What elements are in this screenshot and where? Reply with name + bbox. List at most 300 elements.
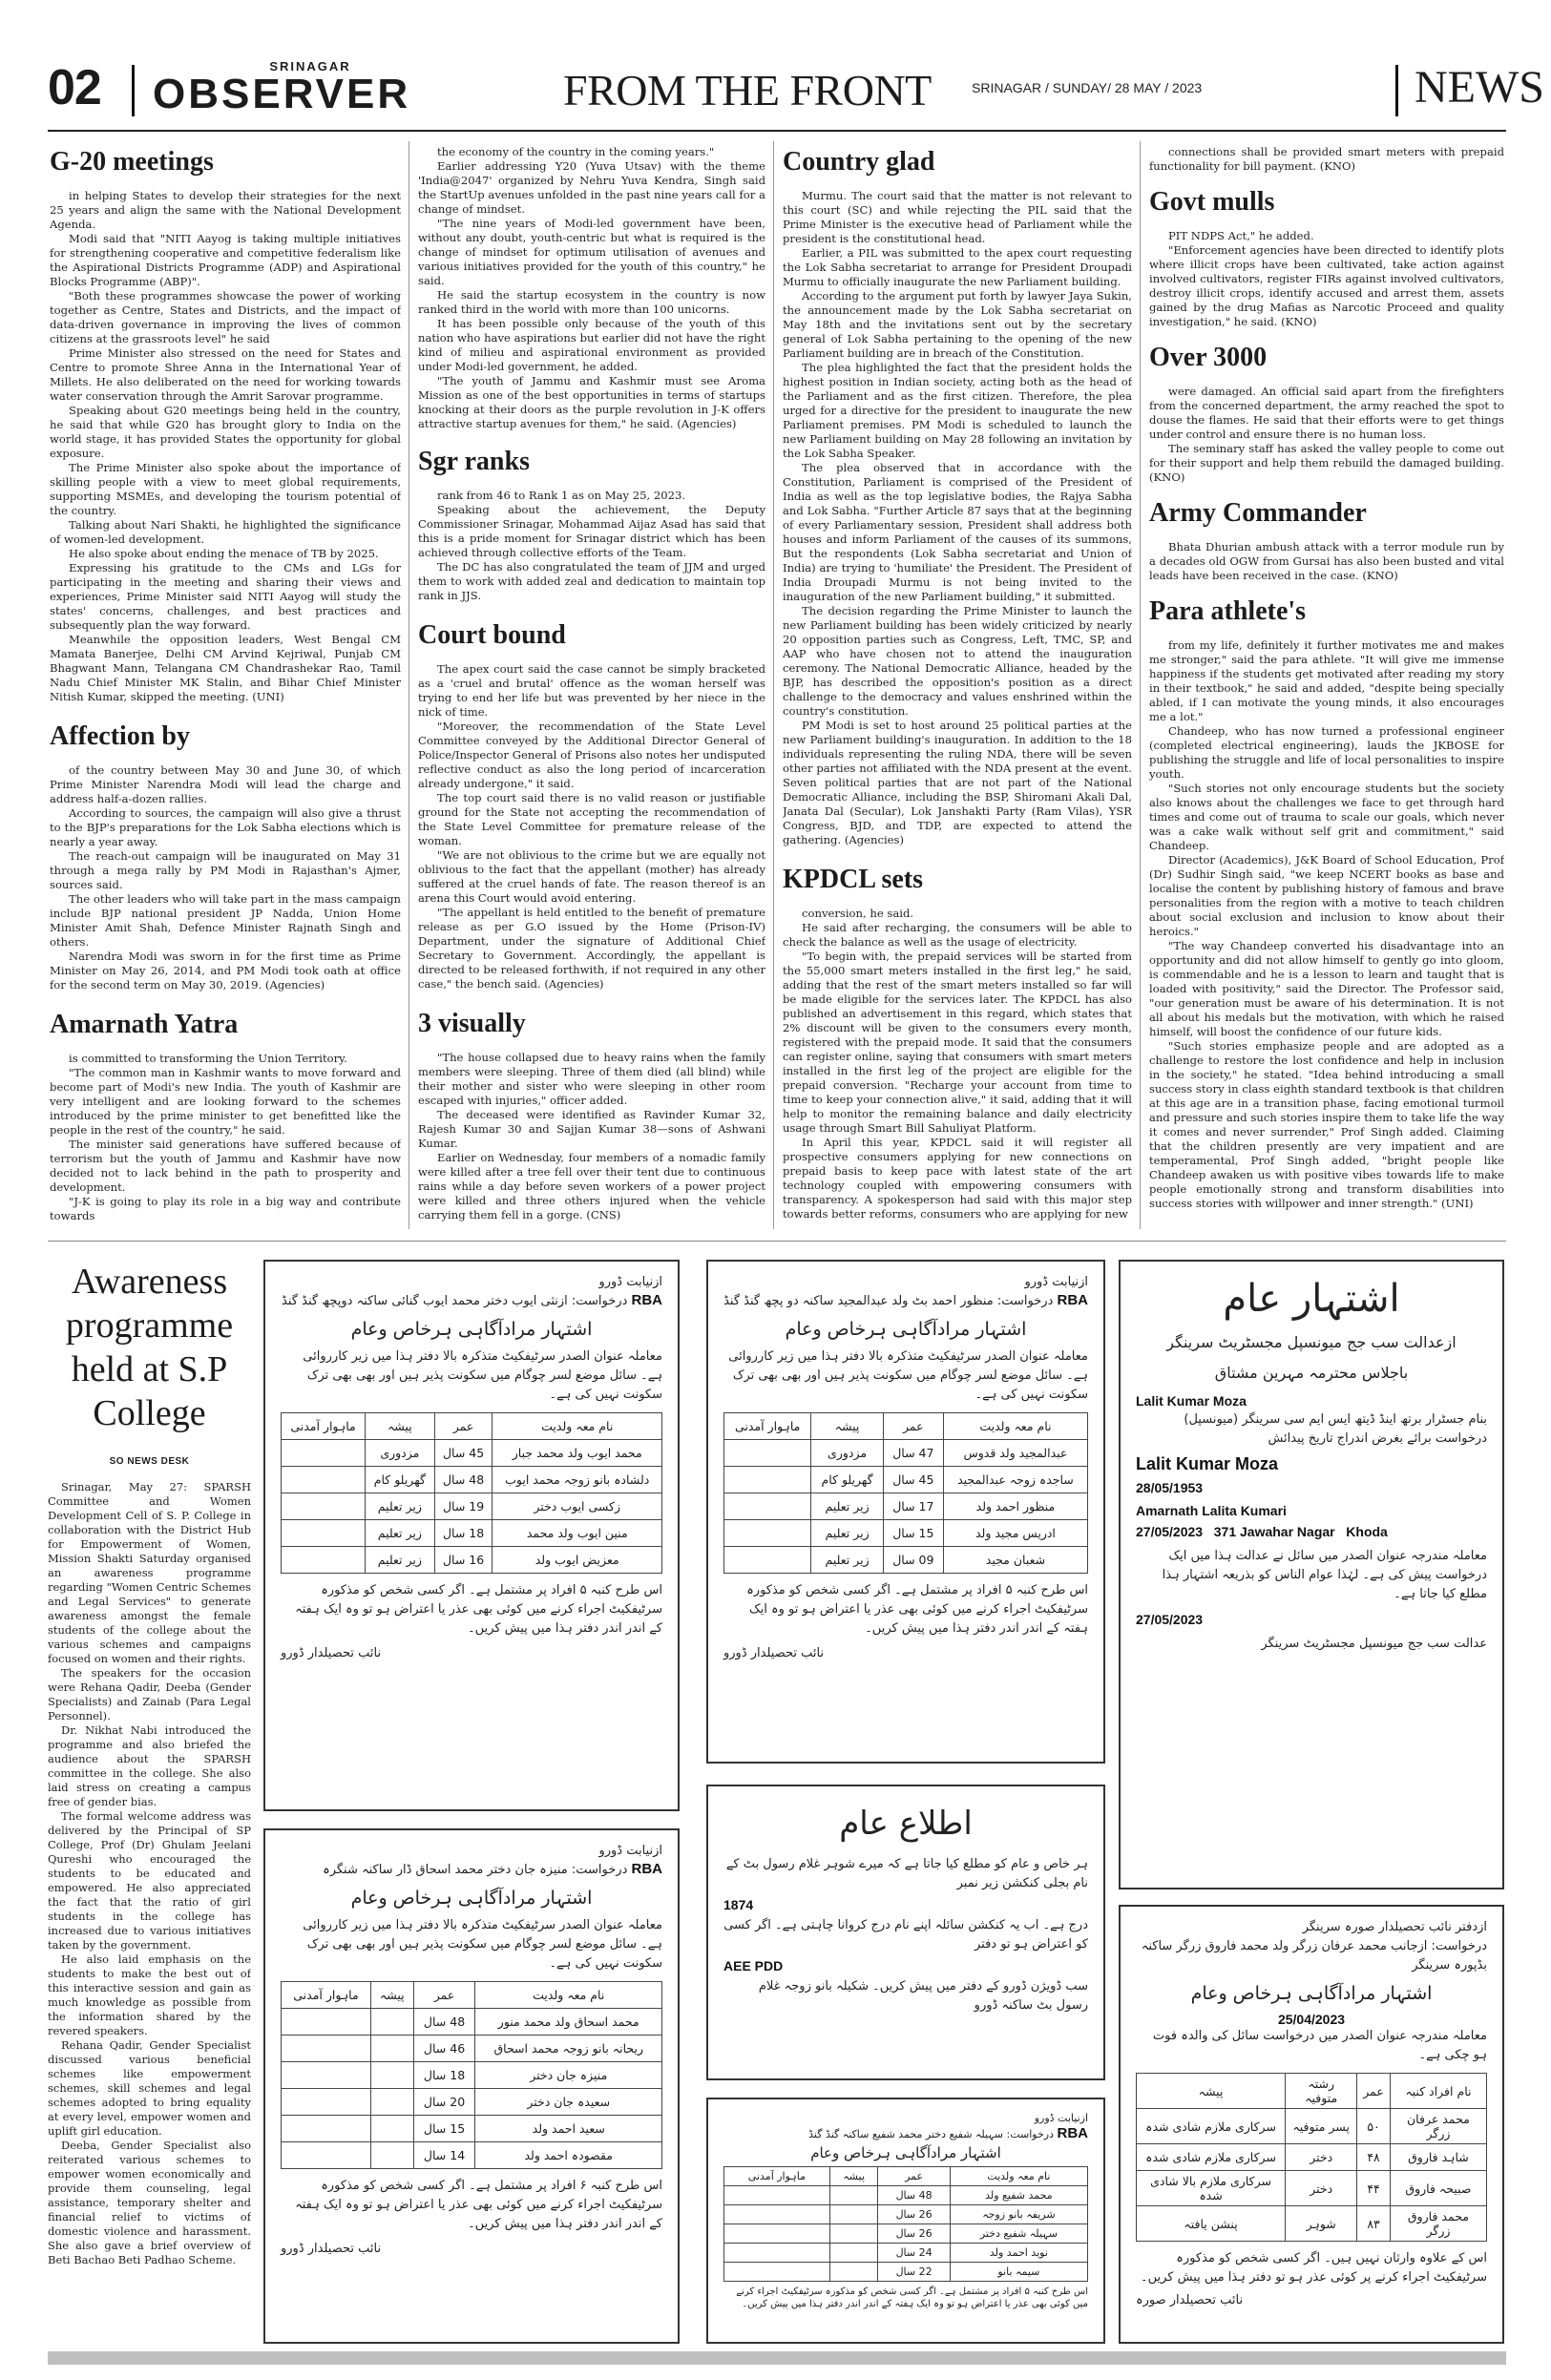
- headline-g20: G-20 meetings: [50, 147, 214, 177]
- paragraph: Modi said that "NITI Aayog is taking multiple initiatives for strengthening cooperative and competitive federalism like the Aspirational Districts Programme (ADP) and Aspirational Blocks Programme (ABP)".: [50, 232, 401, 288]
- table-cell: معزیض ایوب ولد: [493, 1547, 662, 1574]
- paragraph: "J-K is going to play its role in a big way and contribute towards: [50, 1195, 401, 1222]
- ad-rba-code: RBA: [631, 1861, 662, 1877]
- ad-rba-notice-4: [706, 2098, 1105, 2344]
- logo-city: SRINAGAR: [269, 59, 351, 73]
- table-cell: [370, 2116, 413, 2142]
- headline-govt: Govt mulls: [1149, 187, 1275, 217]
- table-cell: زیر تعلیم: [811, 1493, 883, 1520]
- ad-title: اشتہار عام: [1223, 1277, 1400, 1321]
- table-cell: 09 سال: [883, 1547, 943, 1574]
- headline-kpdcl: KPDCL sets: [783, 865, 923, 894]
- paragraph: conversion, he said.: [802, 907, 914, 920]
- table-cell: منظور احمد ولد: [943, 1493, 1087, 1520]
- masthead-rule: [48, 130, 1506, 132]
- table-header-cell: نام معہ ولدیت: [950, 2167, 1087, 2186]
- table-cell: [282, 2009, 371, 2036]
- story-g20: [50, 189, 401, 704]
- paragraph: The decision regarding the Prime Minister to launch the new Parliament building has been widely criticized by nearly 20 opposition parties such as Congress, Left, TMC, SP, and AAP who have chosen not to attend the inauguration ceremony. The National Democratic Alliance, headed by the BJP, has described the opposition's position as a direct challenge to the democracy and values enshrined within the country's constitution.: [783, 604, 1132, 718]
- paragraph: The deceased were identified as Ravinder Kumar 32, Rajesh Kumar 30 and Sajjan Kumar 38—sons of Ashwani Kumar.: [418, 1108, 765, 1150]
- table-row: [724, 1547, 1088, 1574]
- section-label: NEWS: [1415, 62, 1544, 113]
- table-cell: [829, 2205, 878, 2224]
- column-2: [418, 145, 765, 1229]
- table-cell: 22 سال: [878, 2263, 950, 2282]
- ad-signatory: نائب تحصیلدار ڈورو: [723, 1646, 825, 1660]
- column-divider: [1140, 141, 1141, 1229]
- ad-heading: اشتہار مرادآگاہی ہرخاص وعام: [810, 2144, 1001, 2161]
- section-title: FROM THE FRONT: [563, 66, 932, 115]
- table-cell: 16 سال: [434, 1547, 493, 1574]
- paragraph: were damaged. An official said apart from the firefighters from the concerned department, the army reached the spot to douse the flames. He said that their efforts were to get things under control and ensure there is no human loss.: [1149, 385, 1504, 441]
- table-header-cell: عمر: [413, 1982, 475, 2009]
- table-row: [1137, 2171, 1487, 2206]
- table-cell: گھریلو کام: [366, 1467, 435, 1493]
- table-cell: محمد شفیع ولد: [950, 2186, 1087, 2205]
- table-header-row: [724, 2167, 1088, 2186]
- paragraph: is committed to transforming the Union Territory.: [69, 1052, 347, 1065]
- paragraph: The seminary staff has asked the valley people to come out for their support and help them rebuild the damaged building. (KNO): [1149, 442, 1504, 484]
- table-header-cell: عمر: [434, 1413, 493, 1440]
- paragraph: He also spoke about ending the menace of TB by 2025.: [69, 547, 379, 560]
- paragraph: Rehana Qadir, Gender Specialist discussed various beneficial schemes like empowerment schemes, skill schemes and legal schemes adopted to bring equality at every level, empower women and uplift girl education.: [48, 2038, 251, 2138]
- table-row: [724, 2186, 1088, 2205]
- table-cell: پنشن یافتہ: [1137, 2206, 1286, 2242]
- table-header-row: [282, 1982, 662, 2009]
- table-cell: شریفہ بانو زوجہ: [950, 2205, 1087, 2224]
- table-header-cell: ماہوار آمدنی: [282, 1982, 371, 2009]
- table-cell: [724, 2186, 830, 2205]
- ad-applicant-text: درخواست: منیزہ جان دختر محمد اسحاق ڈار ساکنہ شنگرہ: [323, 1863, 628, 1877]
- paragraph: Expressing his gratitude to the CMs and LGs for participating in the meeting and sharing their views and experiences, Prime Minister said NITI Aayog will study the states' concerns, challenges, and best practices and subsequently plan the way forward.: [50, 561, 401, 632]
- table-header-cell: عمر: [883, 1413, 943, 1440]
- column-divider: [773, 141, 774, 1229]
- headline-amarnath: Amarnath Yatra: [50, 1010, 239, 1039]
- paragraph: The apex court said the case cannot be simply bracketed as a 'cruel and brutal' offence as the woman herself was trying to end her life but was prevented by her niece in the nick of time.: [418, 662, 765, 719]
- paragraph: the economy of the country in the coming years.": [437, 145, 715, 158]
- paragraph: "The nine years of Modi-led government have been, without any doubt, youth-centric but what is required is the change of mindset for optimum utilisation of avenues and various initiatives provided for the youth of this country," he said.: [418, 217, 765, 287]
- ad-dob: 28/05/1953: [1136, 1480, 1204, 1495]
- table-cell: ۸۳: [1357, 2206, 1391, 2242]
- table-cell: سعیدہ جان دختر: [475, 2089, 662, 2116]
- ad-family-table: [723, 1412, 1088, 1574]
- ad-heading: اشتہار مرادآگاہی ہرخاص وعام: [350, 1888, 593, 1909]
- headline-affection: Affection by: [50, 721, 190, 751]
- story-army: [1149, 540, 1504, 583]
- ad-rba-notice-3: [263, 1828, 680, 2344]
- table-row: [282, 1467, 662, 1493]
- table-row: [724, 2224, 1088, 2244]
- table-cell: سرکاری ملازم شادی شدہ: [1137, 2144, 1286, 2171]
- ad-rba-code: RBA: [1057, 2125, 1088, 2141]
- story-startup: [418, 145, 765, 431]
- ad-heirs-table: [1136, 2073, 1487, 2242]
- ad-application: درخواست برائے بغرض اندراج تاریخ پیدائش: [1268, 1431, 1487, 1446]
- table-cell: [282, 1493, 366, 1520]
- ad-office: ازنیابت ڈورو: [1024, 1275, 1088, 1289]
- ad-heading: اشتہار مرادآگاہی ہرخاص وعام: [350, 1319, 593, 1340]
- newspaper-logo: [153, 59, 468, 115]
- paragraph: "To begin with, the prepaid services will be started from the 55,000 smart meters installed in the first leg," he said, adding that the rest of the smart meters installed so far will be made eligible for the services later. The KPDCL has also published an advertisement in this regard, which states that 2% discount will be given to the consumers every month, registered with the prepaid mode. It said that the consumers can register online, saying that consumers with smart meters installed in the first leg of the project are eligible for the prepaid conversion. "Recharge your account from time to time to keep your connection alive," it said, adding that it will help to monitor the remaining balance and daily electricity usage through Smart Bill Sahuliyat Platform.: [783, 950, 1132, 1135]
- table-cell: [370, 2062, 413, 2089]
- table-cell: [282, 2116, 371, 2142]
- footer-bar: [48, 2351, 1506, 2365]
- table-cell: [282, 1520, 366, 1547]
- table-row: [1137, 2109, 1487, 2144]
- paragraph: Speaking about the achievement, the Deputy Commissioner Srinagar, Mohammad Aijaz Asad has said that this is a pride moment for Srinagar district which has been achieved through collective efforts of the Team.: [418, 503, 765, 559]
- table-cell: 15 سال: [413, 2116, 475, 2142]
- table-cell: 48 سال: [434, 1467, 493, 1493]
- table-cell: منیزہ جان دختر: [475, 2062, 662, 2089]
- headline-para: Para athlete's: [1149, 596, 1307, 626]
- table-row: [1137, 2206, 1487, 2242]
- table-cell: مزدوری: [366, 1440, 435, 1467]
- table-row: [724, 2205, 1088, 2224]
- ad-rba-code: RBA: [1057, 1292, 1088, 1308]
- story-sgr: [418, 489, 765, 603]
- table-header-cell: پیشہ: [829, 2167, 878, 2186]
- story-para: [1149, 638, 1504, 1211]
- story-awareness: [48, 1260, 251, 2338]
- ad-body: معاملہ عنوان الصدر سرٹیفکیٹ متذکرہ بالا دفتر ہذا میں زیر کارروائی ہے۔ سائل موضع لسر چوگام میں سکونت پذیر ہیں اور بھی بھی ترک سکونت نہیں کی ہے۔: [303, 1918, 662, 1971]
- section-divider: [48, 1241, 1506, 1242]
- ad-body: معاملہ مندرجہ عنوان الصدر میں سائل نے عدالت ہذا میں ایک درخواست پیش کی ہے۔ لہٰذا عوام الناس کو بذریعہ اشتہار ہذا مطلع کیا جاتا ہے۔: [1162, 1549, 1487, 1601]
- table-cell: ریحانہ بانو زوجہ محمد اسحاق: [475, 2036, 662, 2062]
- ad-connection-no: 1874: [723, 1897, 754, 1912]
- paragraph: It has been possible only because of the youth of this nation who have aspirations but earlier did not have the right kind of milieu and aspirational environment as provided under Modi-led government, he added.: [418, 317, 765, 373]
- ad-footer: سب ڈویژن ڈورو کے دفتر میں پیش کریں۔ شکیلہ بانو زوجہ غلام رسول بٹ ساکنہ ڈورو: [758, 1979, 1088, 2013]
- table-cell: شوہر: [1286, 2206, 1357, 2242]
- table-row: [724, 1440, 1088, 1467]
- column-4: [1149, 145, 1504, 1229]
- headline-army: Army Commander: [1149, 498, 1367, 528]
- table-cell: زیر تعلیم: [811, 1547, 883, 1574]
- headline-visually: 3 visually: [418, 1009, 526, 1038]
- table-cell: 46 سال: [413, 2036, 475, 2062]
- paragraph: The speakers for the occasion were Rehana Qadir, Deeba (Gender Specialists) and Zainab (Para Legal Personnel).: [48, 1666, 251, 1722]
- table-row: [724, 2263, 1088, 2282]
- table-cell: ۴۴: [1357, 2171, 1391, 2206]
- table-cell: 26 سال: [878, 2205, 950, 2224]
- paragraph: According to the argument put forth by lawyer Jaya Sukin, the announcement made by the Lok Sabha secretariat on May 18th and the invitations sent out by the secretary general of Lok Sabha pertaining to the opening of the new Parliament building are in breach of the Constitution.: [783, 289, 1132, 360]
- ad-office: ازنیابت ڈورو: [598, 1844, 662, 1858]
- ad-applicant-en: Lalit Kumar Moza: [1136, 1454, 1279, 1473]
- ad-applicant-text: درخواست: منظور احمد بٹ ولد عبدالمجید ساکنہ دو پچھ گنڈ گنڈ: [723, 1294, 1054, 1308]
- ad-signatory: نائب تحصیلدار ڈورو: [281, 1646, 382, 1660]
- ad-footer: اس طرح کنبہ ۵ افراد پر مشتمل ہے۔ اگر کسی شخص کو مذکورہ سرٹیفکیٹ اجراء کرنے میں کوئی بھی عذر یا اعتراض ہو تو وہ ایک ہفتہ کے اندر اندر دفتر ہذا میں پیش کریں۔: [736, 2286, 1088, 2309]
- paragraph: Murmu. The court said that the matter is not relevant to this court (SC) and while rejecting the PIL said that the Prime Minister is the executive head of Parliament while the president is the constitutional head.: [783, 189, 1132, 245]
- headline-awareness: Awareness programme held at S.P College: [65, 1262, 234, 1433]
- ad-name-en: Lalit Kumar Moza: [1136, 1393, 1247, 1409]
- paragraph: In April this year, KPDCL said it will register all prospective consumers applying for new connections on prepaid basis to keep pace with latest state of the art technology coupled with empowering consumers with transparency. A spokesperson had said with this major step towards better reforms, consumers who are applying for new: [783, 1136, 1132, 1221]
- paragraph: "Such stories not only encourage students but the society also knows about the challenges we face to get through hard times and come out of trauma to scale our goals, which never was a cake walk without self grit and commitment," said Chandeep.: [1149, 782, 1504, 852]
- table-cell: ساجدہ زوجہ عبدالمجید: [943, 1467, 1087, 1493]
- table-header-row: [282, 1413, 662, 1440]
- ad-body: معاملہ عنوان الصدر سرٹیفکیٹ متذکرہ بالا دفتر ہذا میں زیر کارروائی ہے۔ سائل موضع لسر چوگام میں سکونت پذیر ہیں اور بھی بھی ترک سکونت نہیں کی ہے۔: [303, 1349, 662, 1402]
- ad-signatory: نائب تحصیلدار صورہ: [1136, 2293, 1244, 2307]
- paragraph: PM Modi is set to host around 25 political parties at the new Parliament building's inauguration. In addition to the 18 individuals representing the ruling NDA, there will be seven other parties not affiliated with the NDA present at the event. Seven political parties that are not part of the National Democratic Alliance, including the BSP, Shiromani Akali Dal, Janata Dal (Secular), Lok Janshakti Party (Ram Vilas), YSR Congress, BJD, and TDP, are expected to attend the gathering. (Agencies): [783, 719, 1132, 846]
- ad-rba-notice-1: [263, 1260, 680, 1811]
- table-cell: محمد فاروق زرگر: [1390, 2206, 1486, 2242]
- table-row: [724, 1493, 1088, 1520]
- headline-sgr: Sgr ranks: [418, 447, 530, 476]
- table-cell: [724, 1467, 811, 1493]
- table-cell: زیر تعلیم: [366, 1547, 435, 1574]
- table-cell: [282, 2062, 371, 2089]
- ad-office: ازنیابت ڈورو: [598, 1275, 662, 1289]
- paragraph: The reach-out campaign will be inaugurated on May 31 through a mega rally by PM Modi in Rajasthan's Ajmer, sources said.: [50, 849, 401, 891]
- table-row: [282, 2089, 662, 2116]
- headline-court: Court bound: [418, 620, 566, 650]
- table-cell: 45 سال: [434, 1440, 493, 1467]
- ad-applicant: [723, 2125, 1088, 2141]
- table-cell: [829, 2224, 878, 2244]
- table-cell: پسر متوفیہ: [1286, 2109, 1357, 2144]
- table-header-cell: نام معہ ولدیت: [493, 1413, 662, 1440]
- paragraph: Srinagar, May 27: SPARSH Committee and Women Development Cell of S. P. College in collaboration with the District Hub for Empowerment of Women, Mission Shakti Saturday organised an awareness programme regarding "Women Centric Schemes and Legal Services" to generate awareness amongst the female students of the college about the various schemes and campaigns focused on women and their rights.: [48, 1480, 251, 1665]
- ad-heading: اشتہار مرادآگاہی ہرخاص وعام: [1190, 1983, 1433, 2004]
- paragraph: The plea highlighted the fact that the president holds the highest position in Indian society, acting both as the head of the Parliament and as the first citizen. Therefore, the plea urged for a directive for the president to inaugurate the new Parliament premises. PM Modi is scheduled to launch the new Parliament building on May 28 following an invitation by the Lok Sabha Speaker.: [783, 361, 1132, 460]
- paragraph: "The youth of Jammu and Kashmir must see Aroma Mission as one of the best opportunities in terms of startups knocking at their doors as the purple revolution in J-K offers attractive startup avenues for them," he said. (Agencies): [418, 374, 765, 430]
- story-visually: [418, 1051, 765, 1222]
- column-3: [783, 141, 1132, 1229]
- table-header-cell: پیشہ: [366, 1413, 435, 1440]
- paragraph: The formal welcome address was delivered by the Principal of SP College, Prof (Dr) Ghulam Jeelani Qureshi who encouraged the students to be educated and empowered. He also appreciated the fact that the ratio of girl students in the college has increased due to various initiatives taken by the government.: [48, 1809, 251, 1952]
- story-amarnath: [50, 1052, 401, 1223]
- table-cell: 47 سال: [883, 1440, 943, 1467]
- table-cell: [724, 2263, 830, 2282]
- paragraph: "Both these programmes showcase the power of working together as Centre, States and Districts, and the impact of data-driven governance in improving the lives of common citizens at the grassroots level" he said: [50, 289, 401, 345]
- table-cell: محمد اسحاق ولد محمد منور: [475, 2009, 662, 2036]
- story-affection: [50, 763, 401, 992]
- story-govt: [1149, 229, 1504, 329]
- ad-tehsildar-notice: [1119, 1905, 1504, 2344]
- headline-country: Country glad: [783, 147, 935, 177]
- table-row: [282, 2009, 662, 2036]
- table-cell: زیر تعلیم: [366, 1493, 435, 1520]
- paragraph: "Such stories emphasize people and are adopted as a challenge to restore the lost confidence and help in inclusion in the society," he stated. "Idea behind introducing a small success story in class eighth standard textbook is that children at this age are in a transition phase, facing emotional turmoil and pressure and such stories inspire them to take life the way it comes and never surrender," Prof Singh added. Claiming that the children presently are very impatient and are temperamental, Prof Singh added, "bright people like Chandeep awaken us with positive vibes towards life to make people emotionally strong and transform disabilities into success stories with willpower and inner strength." (UNI): [1149, 1039, 1504, 1210]
- table-header-cell: پیشہ: [370, 1982, 413, 2009]
- table-cell: [370, 2142, 413, 2169]
- paragraph: "Enforcement agencies have been directed to identify plots where illicit crops have been cultivated, take action against involved cultivators, register FIRs against involved cultivators, destroy illicit crops, identify accused and arrest them, assets gained by the drug Mafias as Narcotic Proceed and quality investigation," he said. (KNO): [1149, 243, 1504, 328]
- ad-place: Khoda: [1346, 1524, 1388, 1539]
- table-header-cell: نام افراد کنبہ: [1390, 2074, 1486, 2109]
- paragraph: Earlier on Wednesday, four members of a nomadic family were killed after a tree fell over their tent due to continuous rains while a day before seven workers of a power project were killed and three others injured when the vehicle carrying them fell in a gorge. (CNS): [418, 1151, 765, 1221]
- ad-applicant: درخواست: ازجانب محمد عرفان زرگر ولد محمد فاروق زرگر ساکنہ بڈپورہ سرینگر: [1141, 1939, 1487, 1973]
- table-cell: [282, 1547, 366, 1574]
- table-row: [724, 1520, 1088, 1547]
- ad-signatory: نائب تحصیلدار ڈورو: [281, 2242, 382, 2256]
- table-cell: دختر: [1286, 2144, 1357, 2171]
- table-cell: [370, 2089, 413, 2116]
- paragraph: Chandeep, who has now turned a professional engineer (completed electrical engineering), lauds the JKBOSE for publishing the struggle and life of local personalities to inspire youth.: [1149, 724, 1504, 781]
- table-cell: محمد عرفان زرگر: [1390, 2109, 1486, 2144]
- ad-title: اطلاع عام: [839, 1805, 973, 1843]
- story-over: [1149, 385, 1504, 485]
- table-cell: سعید احمد ولد: [475, 2116, 662, 2142]
- table-cell: 19 سال: [434, 1493, 493, 1520]
- table-cell: 26 سال: [878, 2224, 950, 2244]
- paragraph: connections shall be provided smart meters with prepaid functionality for bill payment. (KNO): [1149, 145, 1504, 173]
- paragraph: Talking about Nari Shakti, he highlighted the significance of women-led development.: [50, 518, 401, 546]
- table-row: [724, 2244, 1088, 2263]
- table-cell: 20 سال: [413, 2089, 475, 2116]
- table-cell: عبدالمجید ولد قدوس: [943, 1440, 1087, 1467]
- table-cell: زیر تعلیم: [811, 1520, 883, 1547]
- table-row: [724, 1467, 1088, 1493]
- table-row: [282, 2142, 662, 2169]
- paragraph: PIT NDPS Act," he added.: [1168, 229, 1314, 242]
- paragraph: The Prime Minister also spoke about the importance of skilling people with a view to meet global requirements, supporting MSMEs, and developing the tourism potential of the country.: [50, 461, 401, 517]
- table-cell: [829, 2263, 878, 2282]
- table-cell: سرکاری ملازم شادی شدہ: [1137, 2109, 1286, 2144]
- paragraph: "The common man in Kashmir wants to move forward and become part of Modi's new India. The youth of Kashmir are very intelligent and are looking forward to the schemes introduced by the prime minister to get benefitted like the people in the rest of the country," he said.: [50, 1066, 401, 1137]
- paragraph: "The appellant is held entitled to the benefit of premature release as per G.O issued by the Home (Prison-IV) Department, under the signature of Additional Chief Secretary to Government. Accordingly, the appellant is directed to be released forthwith, if not required in any other case," the bench said. (Agencies): [418, 906, 765, 991]
- paragraph: "The house collapsed due to heavy rains when the family members were sleeping. Three of them died (all blind) while their mother and sister who were sleeping in other room escaped with injuries," officer added.: [418, 1051, 765, 1107]
- table-row: [282, 2062, 662, 2089]
- table-cell: [724, 2244, 830, 2263]
- ad-applicant: [723, 1292, 1088, 1311]
- table-cell: [282, 2142, 371, 2169]
- table-header-cell: نام معہ ولدیت: [475, 1982, 662, 2009]
- paragraph: The other leaders who will take part in the mass campaign include BJP national president JP Nadda, Union Home Minister Amit Shah, Defence Minister Rajnath Singh and others.: [50, 892, 401, 949]
- masthead-divider: [132, 65, 135, 116]
- paragraph: The minister said generations have suffered because of terrorism but the youth of Jammu and Kashmir have now decided not to lack behind in the path to prosperity and development.: [50, 1138, 401, 1194]
- masthead: [48, 59, 1544, 124]
- table-cell: [724, 1520, 811, 1547]
- paragraph: According to sources, the campaign will also give a thrust to the BJP's preparations for the Lok Sabha elections which is nearly a year away.: [50, 806, 401, 848]
- table-header-cell: ماہوار آمدنی: [724, 1413, 811, 1440]
- table-cell: مزدوری: [811, 1440, 883, 1467]
- table-cell: شعبان مجید: [943, 1547, 1087, 1574]
- ad-family-table: [281, 1412, 662, 1574]
- table-cell: [370, 2009, 413, 2036]
- table-header-cell: ماہوار آمدنی: [724, 2167, 830, 2186]
- table-cell: 17 سال: [883, 1493, 943, 1520]
- table-cell: 18 سال: [434, 1520, 493, 1547]
- table-cell: سہیلہ شفیع دختر: [950, 2224, 1087, 2244]
- table-cell: ۵۰: [1357, 2109, 1391, 2144]
- ad-body: معاملہ مندرجہ عنوان الصدر میں درخواست سائل کی والدہ فوت ہو چکی ہے۔: [1152, 2029, 1487, 2062]
- table-header-cell: عمر: [1357, 2074, 1391, 2109]
- page-number: 02: [48, 60, 101, 115]
- ad-signatory: عدالت سب جج میونسپل مجسٹریٹ سرینگر: [1261, 1637, 1487, 1651]
- ad-footer: اس طرح کنبہ ۶ افراد پر مشتمل ہے۔ اگر کسی شخص کو مذکورہ سرٹیفکیٹ اجراء کرنے میں کوئی بھی عذر یا اعتراض ہو تو وہ ایک ہفتہ کے اندر اندر دفتر ہذا میں پیش کریں۔: [295, 2179, 662, 2231]
- ad-court: ازعدالت سب جج میونسپل مجسٹریٹ سرینگر: [1166, 1333, 1457, 1351]
- table-cell: محمد ایوب ولد محمد جبار: [493, 1440, 662, 1467]
- paragraph: rank from 46 to Rank 1 as on May 25, 2023.: [437, 489, 686, 502]
- table-row: [282, 2116, 662, 2142]
- table-cell: [282, 2089, 371, 2116]
- paragraph: from my life, definitely it further motivates me and makes me stronger," said the para athlete. "It will give me immense happiness if the students get motivated after reading my story in their textbook," he said and added, "despite being specially abled, if I can motivate the young minds, it also encourages me a lot.": [1149, 638, 1504, 723]
- ad-office: ازدفتر نائب تحصیلدار صورہ سرینگر: [1302, 1920, 1487, 1934]
- ad-applicant: [281, 1292, 662, 1311]
- table-cell: [724, 1440, 811, 1467]
- ad-family-table: [281, 1981, 662, 2169]
- ad-rba-notice-2: [706, 1260, 1105, 1764]
- table-cell: [724, 1547, 811, 1574]
- paragraph: Director (Academics), J&K Board of School Education, Prof (Dr) Sudhir Singh said, "we keep NCERT books as base and localise the content by publishing history of famous and brave personalities from the region with a motive to teach children about social exclusion and inclusion to know about their heroics.": [1149, 853, 1504, 938]
- table-cell: [724, 2205, 830, 2224]
- ad-hearing-date: 27/05/2023: [1136, 1612, 1204, 1627]
- table-row: [282, 1520, 662, 1547]
- table-cell: 48 سال: [413, 2009, 475, 2036]
- ad-body: ہر خاص و عام کو مطلع کیا جاتا ہے کہ میرے شوہر غلام رسول بٹ کے نام بجلی کنکشن زیر نمبر: [725, 1857, 1088, 1890]
- ad-public-info: [706, 1785, 1105, 2080]
- paragraph: Deeba, Gender Specialist also reiterated various schemes to empower women economically and provide them counseling, legal assistance, temporary shelter and financial relief to victims of domestic violence and harassment. She also gave a brief overview of Beti Bachao Beti Padhao Scheme.: [48, 2139, 251, 2266]
- table-cell: [829, 2244, 878, 2263]
- table-row: [282, 1493, 662, 1520]
- table-cell: ۴۸: [1357, 2144, 1391, 2171]
- table-header-row: [1137, 2074, 1487, 2109]
- ad-body: معاملہ عنوان الصدر سرٹیفکیٹ متذکرہ بالا دفتر ہذا میں زیر کارروائی ہے۔ سائل موضع لسر چوگام میں سکونت پذیر ہیں اور بھی بھی ترک سکونت نہیں کی ہے۔: [728, 1349, 1088, 1402]
- table-cell: 24 سال: [878, 2244, 950, 2263]
- table-cell: [282, 2036, 371, 2062]
- ad-body-2: درج ہے۔ اب یہ کنکشن سائلہ اپنے نام درج کروانا چاہتی ہے۔ اگر کسی کو اعتراض ہو تو دفتر: [723, 1918, 1088, 1952]
- masthead-divider: [1395, 65, 1398, 116]
- table-cell: 14 سال: [413, 2142, 475, 2169]
- ad-applicant-text: درخواست: سہیلہ شفیع دختر محمد شفیع ساکنہ گنڈ گنڈ: [808, 2128, 1054, 2140]
- paragraph: The top court said there is no valid reason or justifiable ground for the State not accepting the recommendation of the State Level Committee for premature release of the woman.: [418, 791, 765, 847]
- paragraph: The plea observed that in accordance with the Constitution, Parliament is comprised of the President of India as well as the top legislative bodies, the Rajya Sabha and Lok Sabha. "Further Article 87 says that at the beginning of every Parliamentary session, President shall address both houses and inform Parliament of the causes of its summons, But the respondents (Lok Sabha secretariat and Union of India) are trying to 'humiliate' the President. The President of India Droupadi Murmu is not being invited to the inauguration of the new Parliament building," it submitted.: [783, 461, 1132, 603]
- byline: SO NEWS DESK: [109, 1456, 190, 1467]
- table-cell: [282, 1440, 366, 1467]
- table-cell: [829, 2186, 878, 2205]
- paragraph: He said after recharging, the consumers will be able to check the balance as well as the usage of electricity.: [783, 921, 1132, 949]
- table-row: [282, 1440, 662, 1467]
- paragraph: Earlier, a PIL was submitted to the apex court requesting the Lok Sabha secretariat to arrange for President Droupadi Murmu to officially inaugurate the new Parliament building.: [783, 246, 1132, 288]
- ad-public-notice-court: [1119, 1260, 1504, 1889]
- ad-office-code: AEE PDD: [723, 1958, 784, 1973]
- ad-respondent: بنام جسٹرار برتھ اینڈ ڈیتھ ایس ایم سی سرینگر (میونسپل): [1184, 1412, 1487, 1427]
- table-row: [282, 1547, 662, 1574]
- table-cell: [724, 2224, 830, 2244]
- table-header-cell: ماہوار آمدنی: [282, 1413, 366, 1440]
- table-row: [282, 2036, 662, 2062]
- ad-family-table: [723, 2166, 1088, 2282]
- ad-parents: Amarnath Lalita Kumari: [1136, 1503, 1287, 1518]
- paragraph: Bhata Dhurian ambush attack with a terror module run by a decades old OGW from Gursai has also been busted and vital leads have been received in the case. (KNO): [1149, 540, 1504, 582]
- paragraph: "We are not oblivious to the crime but we are equally not oblivious to the fact that the appellant (mother) has already suffered at the cruel hands of fate. The reason thereof is an arena this Court would avoid entering.: [418, 848, 765, 905]
- table-cell: 15 سال: [883, 1520, 943, 1547]
- paragraph: Prime Minister also stressed on the need for States and Centre to promote Shree Anna in the International Year of Millets. He also deliberated on the need for working towards water conservation through the Amrit Sarovar programme.: [50, 346, 401, 403]
- table-cell: [370, 2036, 413, 2062]
- paragraph: Narendra Modi was sworn in for the first time as Prime Minister on May 26, 2014, and PM Modi took oath at office for the second term on May 30, 2019. (Agencies): [50, 950, 401, 992]
- paragraph: Meanwhile the opposition leaders, West Bengal CM Mamata Banerjee, Delhi CM Arvind Kejriwal, Punjab CM Bhagwant Mann, Telangana CM Chandrashekar Rao, Tamil Nadu Chief Minister MK Stalin, and Bihar Chief Minister Nitish Kumar, skipped the meeting. (UNI): [50, 633, 401, 703]
- paragraph: in helping States to develop their strategies for the next 25 years and align the same with the National Development Agenda.: [50, 189, 401, 231]
- story-court: [418, 662, 765, 992]
- story-kpdcl: [783, 907, 1132, 1221]
- table-cell: سرکاری ملازم بالا شادی شدہ: [1137, 2171, 1286, 2206]
- ad-footer: اس کے علاوہ وارثان نہیں ہیں۔ اگر کسی شخص کو مذکورہ سرٹیفکیٹ اجراء کرنے پر کوئی عذر ہو تو دفتر ہذا میں پیش کریں۔: [1141, 2251, 1487, 2285]
- table-cell: [282, 1467, 366, 1493]
- table-header-cell: نام معہ ولدیت: [943, 1413, 1087, 1440]
- paragraph: Speaking about G20 meetings being held in the country, he said that while G20 has brought glory to India on the world stage, it has provided States the opportunity for global exposure.: [50, 404, 401, 460]
- table-cell: نوید احمد ولد: [950, 2244, 1087, 2263]
- table-cell: زکسی ایوب دختر: [493, 1493, 662, 1520]
- logo-name: OBSERVER: [153, 71, 411, 117]
- paragraph: "The way Chandeep converted his disadvantage into an opportunity and did not allow himself to gently go into gloom, is commendable and he is a lesson to learn and taught that is loaded with positivity," said the Director. The Professor said, "our generation must be aware of his determination. It is not all about his medals but the motivation, with which he raised himself, will boost the confidence of our future kids.: [1149, 939, 1504, 1038]
- paragraph: He also laid emphasis on the students to make the best out of this interactive session and gain as much knowledge as possible from the information shared by the revered speakers.: [48, 1952, 251, 2037]
- table-cell: سیمہ بانو: [950, 2263, 1087, 2282]
- table-cell: دلشادہ بانو زوجہ محمد ایوب: [493, 1467, 662, 1493]
- table-cell: صبیحہ فاروق: [1390, 2171, 1486, 2206]
- paragraph: The DC has also congratulated the team of JJM and urged them to work with added zeal and dedication to maintain top rank in JJS.: [418, 560, 765, 602]
- ad-office: ازنیابت ڈورو: [1034, 2112, 1088, 2124]
- headline-over: Over 3000: [1149, 343, 1268, 372]
- paragraph: Dr. Nikhat Nabi introduced the programme and also briefed the audience about the SPARSH committee in the college. She also laid stress on creating a campus free of gender bias.: [48, 1723, 251, 1808]
- ad-date: 25/04/2023: [1277, 2012, 1346, 2027]
